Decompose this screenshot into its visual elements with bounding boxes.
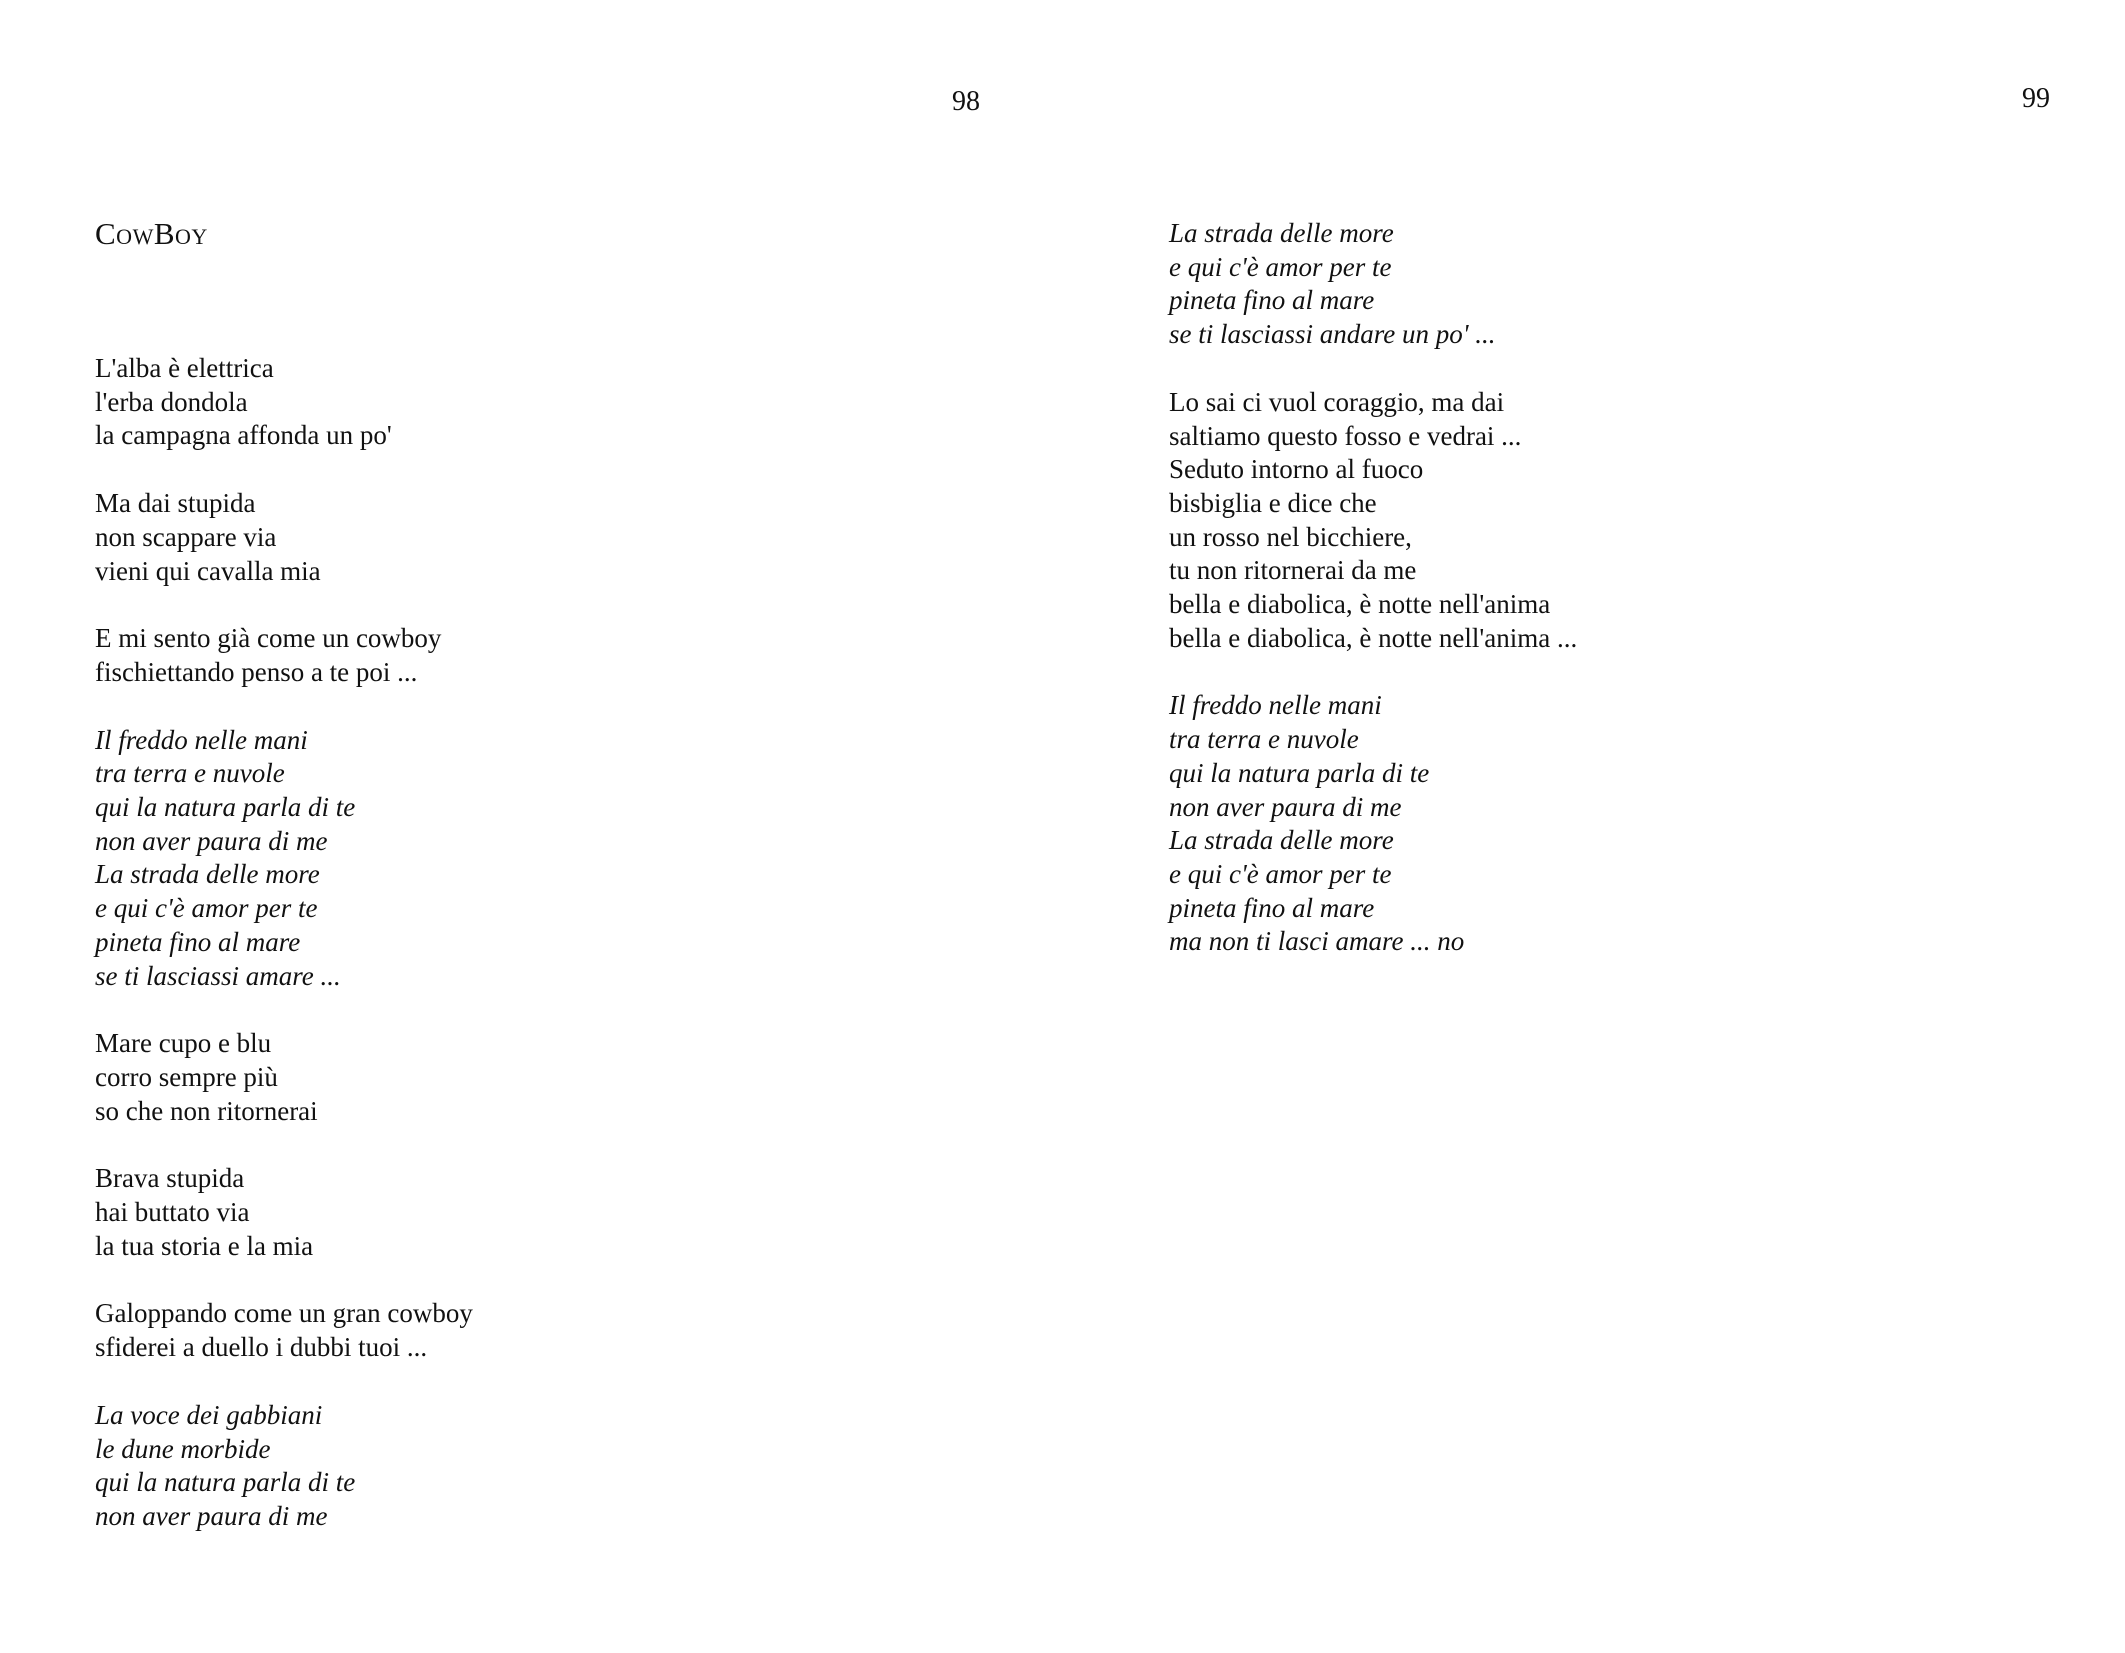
lyric-line: l'erba dondola [95, 386, 248, 417]
lyric-line: so che non ritornerai [95, 1095, 318, 1126]
lyric-line: e qui c'è amor per te [1169, 858, 1392, 889]
lyric-line: tra terra e nuvole [1169, 724, 1359, 755]
lyric-line: un rosso nel bicchiere, [1169, 521, 1412, 552]
lyric-line: hai buttato via [95, 1197, 250, 1228]
lyric-line: E mi sento già come un cowboy [95, 623, 442, 654]
lyric-line: Mare cupo e blu [95, 1028, 272, 1059]
verse-stanza [95, 1297, 995, 1364]
lyric-line: La voce dei gabbiani [95, 1399, 323, 1430]
chorus-stanza [95, 724, 995, 994]
chorus-stanza [1169, 689, 2069, 959]
lyric-line: fischiettando penso a te poi ... [95, 656, 418, 687]
lyric-line: La strada delle more [95, 859, 320, 890]
lyric-line: pineta fino al mare [95, 926, 301, 957]
lyric-line: qui la natura parla di te [1169, 757, 1430, 788]
lyric-line: Lo sai ci vuol coraggio, ma dai [1169, 386, 1505, 417]
lyric-line: non scappare via [95, 521, 277, 552]
lyric-line: la tua storia e la mia [95, 1230, 314, 1261]
lyric-line: le dune morbide [95, 1433, 271, 1464]
lyric-line: saltiamo questo fosso e vedrai ... [1169, 420, 1522, 451]
lyric-line: e qui c'è amor per te [95, 893, 318, 924]
lyric-line: Il freddo nelle mani [95, 724, 308, 755]
lyric-line: sfiderei a duello i dubbi tuoi ... [95, 1332, 428, 1363]
lyric-line: se ti lasciassi andare un po' ... [1169, 319, 1496, 350]
verse-stanza [95, 1162, 995, 1263]
lyric-line: pineta fino al mare [1169, 892, 1375, 923]
chorus-stanza [1169, 217, 2069, 352]
lyric-line: tu non ritornerai da me [1169, 555, 1417, 586]
verse-stanza [95, 622, 995, 689]
verse-stanza [95, 1027, 995, 1128]
lyric-line: qui la natura parla di te [95, 1467, 356, 1498]
lyric-line: la campagna affonda un po' [95, 420, 392, 451]
chorus-stanza [95, 1399, 995, 1534]
lyric-line: bella e diabolica, è notte nell'anima [1169, 589, 1551, 620]
verse-stanza [95, 352, 995, 453]
lyric-line: non aver paura di me [1169, 791, 1402, 822]
lyric-line: bella e diabolica, è notte nell'anima ... [1169, 622, 1578, 653]
lyric-line: Il freddo nelle mani [1169, 690, 1382, 721]
lyric-line: e qui c'è amor per te [1169, 251, 1392, 282]
lyric-line: vieni qui cavalla mia [95, 555, 321, 586]
lyric-line: ma non ti lasci amare ... no [1169, 926, 1465, 957]
lyric-line: qui la natura parla di te [95, 792, 356, 823]
lyric-line: L'alba è elettrica [95, 353, 274, 383]
lyric-line: corro sempre più [95, 1061, 278, 1092]
lyrics-column-right [1169, 217, 2069, 993]
page-number-left: 98 [952, 86, 980, 117]
lyric-line: La strada delle more [1169, 825, 1394, 856]
song-title: CowBoy [95, 216, 208, 251]
lyric-line: La strada delle more [1169, 218, 1394, 248]
verse-stanza [95, 487, 995, 588]
verse-stanza [1169, 386, 2069, 656]
lyric-line: Seduto intorno al fuoco [1169, 454, 1424, 485]
lyric-line: tra terra e nuvole [95, 758, 285, 789]
page-number-right: 99 [2022, 83, 2050, 114]
lyric-line: Ma dai stupida [95, 488, 256, 519]
lyric-line: Galoppando come un gran cowboy [95, 1298, 473, 1329]
lyrics-column-left [95, 352, 995, 1568]
lyric-line: pineta fino al mare [1169, 285, 1375, 316]
lyric-line: bisbiglia e dice che [1169, 487, 1377, 518]
lyric-line: non aver paura di me [95, 1500, 328, 1531]
lyric-line: Brava stupida [95, 1163, 245, 1194]
lyric-line: non aver paura di me [95, 825, 328, 856]
lyric-line: se ti lasciassi amare ... [95, 960, 341, 991]
